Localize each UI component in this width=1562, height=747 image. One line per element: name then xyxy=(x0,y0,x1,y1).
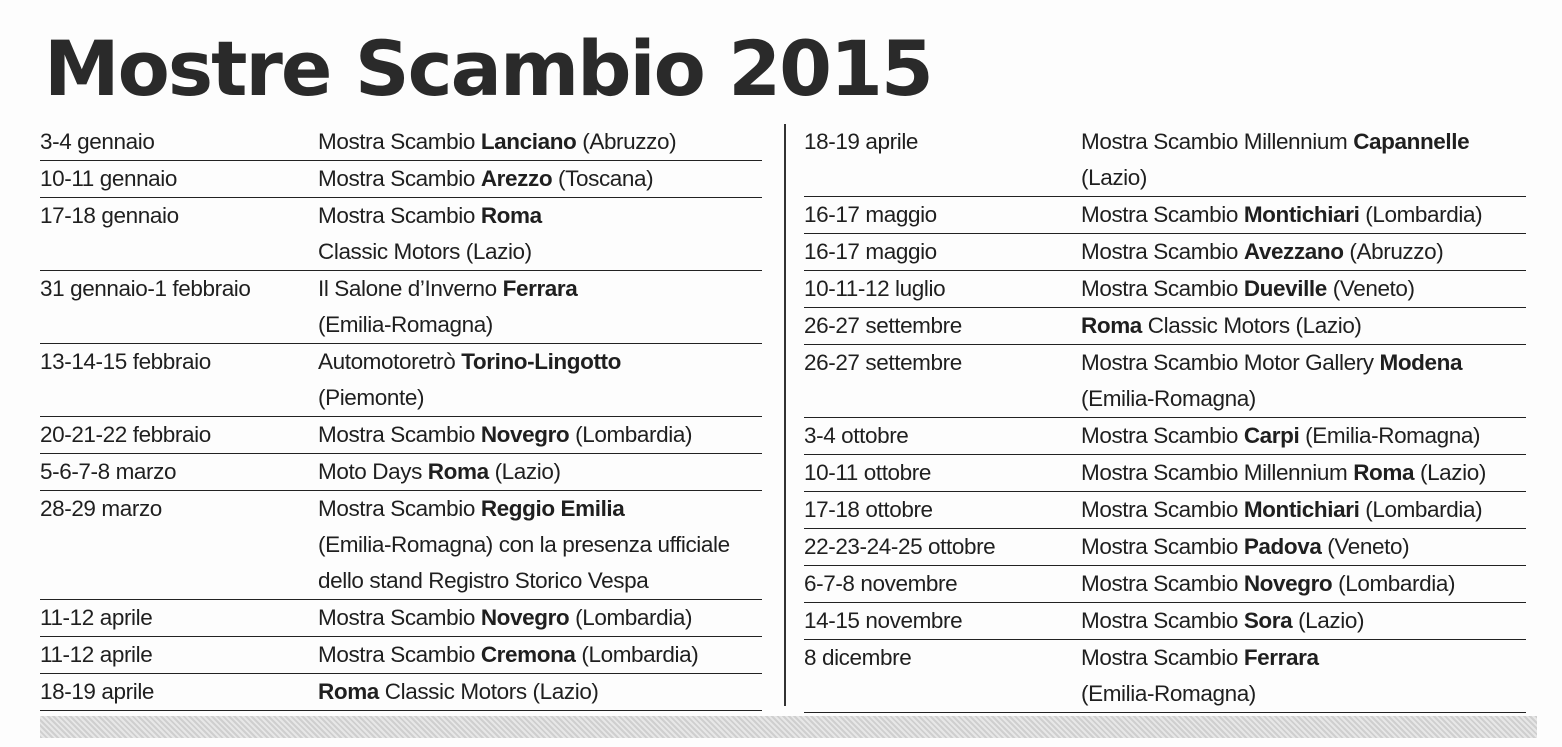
event-date: 17-18 ottobre xyxy=(804,497,933,522)
event-description xyxy=(1081,603,1526,639)
event-location: Padova xyxy=(1243,534,1322,559)
event-date: 3-4 gennaio xyxy=(40,129,155,154)
event-description xyxy=(318,637,762,673)
event-text: (Lombardia) xyxy=(1359,497,1483,522)
event-text: Mostra Scambio Millennium xyxy=(1081,129,1354,154)
event-text: Classic Motors (Lazio) xyxy=(1141,313,1362,338)
footer-pattern-band xyxy=(40,716,1537,738)
event-text: (Emilia-Romagna) xyxy=(318,312,493,337)
event-description xyxy=(1081,640,1526,712)
event-location: Arezzo xyxy=(480,166,553,191)
event-location: Roma xyxy=(427,459,489,484)
schedule-row xyxy=(40,344,762,417)
event-text: (Lombardia) xyxy=(1359,202,1483,227)
schedule-row xyxy=(40,124,762,161)
event-text: (Lazio) xyxy=(1292,608,1365,633)
event-date: 8 dicembre xyxy=(804,645,912,670)
event-text: (Toscana) xyxy=(552,166,654,191)
event-description xyxy=(318,198,762,270)
event-description xyxy=(318,674,762,710)
event-date: 13-14-15 febbraio xyxy=(40,349,211,374)
event-location: Avezzano xyxy=(1243,239,1344,264)
event-text: (Abruzzo) xyxy=(1343,239,1444,264)
event-date: 16-17 maggio xyxy=(804,239,937,264)
event-description xyxy=(318,600,762,636)
event-text: (Veneto) xyxy=(1326,276,1415,301)
event-text: Mostra Scambio xyxy=(1081,423,1244,448)
event-location: Cremona xyxy=(480,642,576,667)
event-date: 31 gennaio-1 febbraio xyxy=(40,276,251,301)
event-location: Roma xyxy=(1081,313,1142,338)
schedule-row xyxy=(804,124,1526,197)
event-text: Mostra Scambio xyxy=(1081,608,1244,633)
schedule-row xyxy=(804,308,1526,345)
event-location: Novegro xyxy=(480,422,570,447)
event-location: Montichiari xyxy=(1243,202,1360,227)
event-location: Novegro xyxy=(1243,571,1333,596)
schedule-row xyxy=(40,454,762,491)
schedule-row xyxy=(40,417,762,454)
event-description xyxy=(1081,418,1526,454)
event-location: Roma xyxy=(318,679,379,704)
schedule-row xyxy=(804,197,1526,234)
event-date: 26-27 settembre xyxy=(804,313,962,338)
event-location: Novegro xyxy=(480,605,570,630)
event-date: 22-23-24-25 ottobre xyxy=(804,534,996,559)
schedule-row xyxy=(40,637,762,674)
event-text: (Lombardia) xyxy=(569,422,693,447)
event-text: (Lazio) xyxy=(488,459,561,484)
event-date: 10-11-12 luglio xyxy=(804,276,946,301)
schedule-row xyxy=(40,271,762,344)
event-text: Mostra Scambio xyxy=(318,422,481,447)
event-date: 20-21-22 febbraio xyxy=(40,422,211,447)
schedule-row xyxy=(40,198,762,271)
event-location: Roma xyxy=(1353,460,1415,485)
event-location: Capannelle xyxy=(1353,129,1470,154)
event-text: Mostra Scambio Millennium xyxy=(1081,460,1354,485)
event-location: Roma xyxy=(480,203,542,228)
event-date: 6-7-8 novembre xyxy=(804,571,958,596)
schedule-row xyxy=(40,161,762,198)
schedule-row xyxy=(804,455,1526,492)
event-text: Mostra Scambio xyxy=(318,203,481,228)
event-description xyxy=(318,417,762,453)
schedule-row xyxy=(804,345,1526,418)
event-location: Torino-Lingotto xyxy=(461,349,621,374)
event-text: (Lombardia) xyxy=(575,642,699,667)
event-text: Il Salone d’Inverno xyxy=(318,276,503,301)
event-description xyxy=(318,271,762,343)
event-text: (Emilia-Romagna) con la presenza ufficiale xyxy=(318,532,730,557)
event-text: (Lombardia) xyxy=(569,605,693,630)
event-text: Mostra Scambio xyxy=(1081,202,1244,227)
event-location: Modena xyxy=(1379,350,1463,375)
schedule-row xyxy=(40,600,762,637)
event-description xyxy=(1081,345,1526,417)
event-description xyxy=(1081,271,1526,307)
event-text: Mostra Scambio xyxy=(1081,239,1244,264)
schedule-row xyxy=(804,566,1526,603)
event-text: Mostra Scambio xyxy=(318,496,481,521)
event-text: dello stand Registro Storico Vespa xyxy=(318,568,649,593)
event-description xyxy=(318,454,762,490)
event-text: Mostra Scambio xyxy=(318,605,481,630)
event-text: Automotoretrò xyxy=(318,349,462,374)
event-text: (Lazio) xyxy=(1414,460,1486,485)
event-date: 11-12 aprile xyxy=(40,605,153,630)
event-location: Ferrara xyxy=(502,276,578,301)
event-text: (Lombardia) xyxy=(1332,571,1456,596)
event-date: 28-29 marzo xyxy=(40,496,162,521)
event-text: Mostra Scambio xyxy=(1081,497,1244,522)
event-text: (Emilia-Romagna) xyxy=(1081,386,1256,411)
event-text: Mostra Scambio xyxy=(1081,645,1244,670)
event-description xyxy=(1081,529,1526,565)
schedule-row xyxy=(804,640,1526,713)
event-location: Carpi xyxy=(1243,423,1300,448)
event-text: Mostra Scambio xyxy=(1081,571,1244,596)
event-text: Classic Motors (Lazio) xyxy=(318,239,532,264)
event-date: 3-4 ottobre xyxy=(804,423,909,448)
event-text: Mostra Scambio xyxy=(318,129,481,154)
event-text: (Emilia-Romagna) xyxy=(1299,423,1481,448)
event-description xyxy=(1081,566,1526,602)
schedule-row xyxy=(804,529,1526,566)
event-description xyxy=(318,491,762,599)
event-text: Classic Motors (Lazio) xyxy=(378,679,599,704)
page-title: Mostre Scambio 2015 xyxy=(44,24,932,113)
schedule-row xyxy=(804,271,1526,308)
event-date: 11-12 aprile xyxy=(40,642,153,667)
event-text: (Emilia-Romagna) xyxy=(1081,681,1256,706)
event-date: 26-27 settembre xyxy=(804,350,962,375)
event-location: Montichiari xyxy=(1243,497,1360,522)
event-description xyxy=(1081,234,1526,270)
event-text: (Piemonte) xyxy=(318,385,425,410)
schedule-row xyxy=(804,418,1526,455)
event-text: Moto Days xyxy=(318,459,428,484)
event-description xyxy=(318,344,762,416)
event-date: 17-18 gennaio xyxy=(40,203,179,228)
event-description xyxy=(1081,124,1526,196)
event-location: Dueville xyxy=(1243,276,1327,301)
event-text: Mostra Scambio xyxy=(1081,534,1244,559)
event-description xyxy=(318,124,762,160)
event-location: Sora xyxy=(1243,608,1293,633)
event-date: 14-15 novembre xyxy=(804,608,963,633)
event-location: Ferrara xyxy=(1243,645,1319,670)
schedule-row xyxy=(40,491,762,600)
schedule-row xyxy=(804,234,1526,271)
event-location: Reggio Emilia xyxy=(480,496,625,521)
schedule-row xyxy=(40,674,762,711)
event-description xyxy=(1081,492,1526,528)
event-description xyxy=(318,161,762,197)
event-description xyxy=(1081,308,1526,344)
event-description xyxy=(1081,455,1526,491)
event-text: Mostra Scambio xyxy=(1081,276,1244,301)
event-location: Lanciano xyxy=(480,129,577,154)
schedule-row xyxy=(804,492,1526,529)
event-text: (Veneto) xyxy=(1321,534,1410,559)
schedule-row xyxy=(804,603,1526,640)
event-text: (Lazio) xyxy=(1081,165,1147,190)
event-date: 10-11 ottobre xyxy=(804,460,931,485)
column-divider xyxy=(784,124,786,706)
event-text: Mostra Scambio xyxy=(318,642,481,667)
event-date: 18-19 aprile xyxy=(40,679,155,704)
event-date: 5-6-7-8 marzo xyxy=(40,459,177,484)
event-date: 18-19 aprile xyxy=(804,129,919,154)
event-date: 16-17 maggio xyxy=(804,202,937,227)
event-text: (Abruzzo) xyxy=(576,129,677,154)
schedule-left-column xyxy=(40,124,762,711)
event-text: Mostra Scambio xyxy=(318,166,481,191)
schedule-right-column xyxy=(804,124,1526,713)
event-date: 10-11 gennaio xyxy=(40,166,178,191)
event-description xyxy=(1081,197,1526,233)
event-text: Mostra Scambio Motor Gallery xyxy=(1081,350,1380,375)
